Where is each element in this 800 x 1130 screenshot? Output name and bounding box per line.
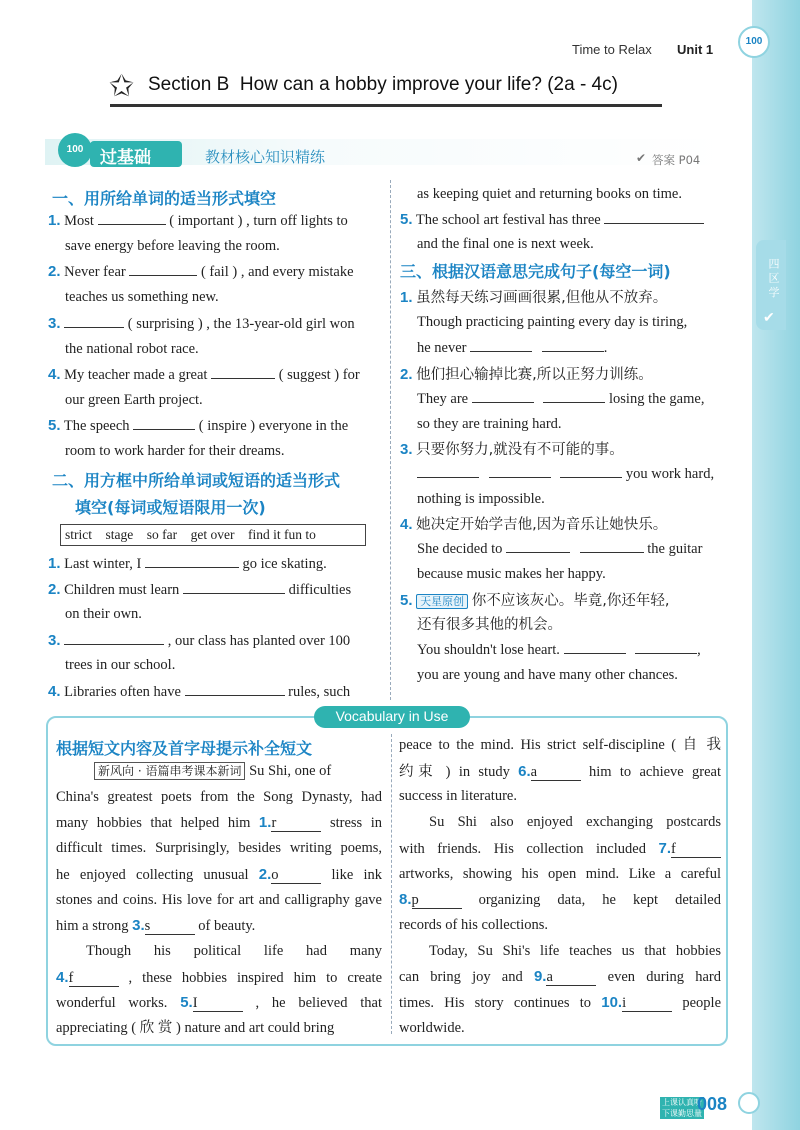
p3-text: They are [417,391,469,407]
p2-item-3 [48,628,350,655]
p3-item-2-cn [400,362,653,389]
p3-item-1-en2 [417,336,607,362]
p2-item-2-cont: on their own. [65,606,142,622]
vocab-blank-number: 4. [56,968,69,986]
vocab-text: him to achieve great [588,763,722,780]
p2-text: difficulties [288,582,352,598]
p1-blank[interactable] [211,365,275,379]
footer-slogan-l1: 上课认真听 [662,1098,702,1107]
vocab-blank-hint[interactable]: r [271,816,321,832]
p1-blank[interactable] [98,211,166,225]
section-title: Section B How can a hobby improve your life? (2a - 4c) [148,74,618,95]
vocab-text: 约束 ) in study [399,763,510,780]
p1-item-3-cont: the national robot race. [65,341,199,357]
vocab-blank-hint[interactable]: o [271,868,321,884]
p3-blank[interactable] [506,539,570,553]
p1-item-1 [48,208,384,235]
footer-mascot-icon [738,1092,760,1114]
p1-num: 4. [48,366,61,383]
p3-item-4-cn [400,512,667,539]
p3-item-3-en1 [417,462,714,488]
vocab-line [399,887,721,914]
vocab-line [429,939,721,965]
p3-item-4-en2: because music makes her happy. [417,566,606,582]
vocab-line [399,964,721,991]
vocab-text: he enjoyed collecting unusual [56,866,249,883]
p2-blank[interactable] [145,554,239,568]
p3-blank[interactable] [472,389,534,403]
p2-num: 1. [48,555,61,572]
vocab-text: wonderful works. [56,995,168,1012]
vocab-line [56,785,382,811]
part2-title-l1: 二、用方框中所给单词或短语的适当形式 [52,471,341,490]
vocab-text: success in literature. [399,788,517,805]
p1-item-4-cont: our green Earth project. [65,392,203,408]
p1-item-5-cont: room to work harder for their dreams. [65,443,285,459]
vocab-blank-hint[interactable]: s [145,919,195,935]
p2-text: Last winter, I [64,556,142,572]
p2-blank[interactable] [604,210,704,224]
vocab-blank-hint[interactable]: f [69,971,119,987]
p1-num: 2. [48,263,61,280]
column-divider [390,180,391,700]
p1-item-4 [48,362,360,389]
vocab-line [399,1016,721,1042]
vocab-line [56,1016,382,1042]
vocab-text: appreciating ( 欣 赏 ) nature and art could bring [56,1020,335,1036]
vocab-line [56,990,382,1017]
p1-text: ( suggest ) for [278,367,360,383]
vocab-blank-hint[interactable]: f [671,842,721,858]
vocab-line [399,733,721,759]
banner-badge-icon: 100 [58,133,92,167]
p3-item-5-cn2: 还有很多其他的机会。 [417,617,562,633]
vocab-text: like ink [331,866,383,883]
vocab-text: Su Shi also enjoyed exchanging postcards [429,814,721,831]
p3-text: She decided to [417,541,503,557]
p3-item-1-cn [400,285,667,312]
section-underline [110,104,662,107]
vocab-blank-hint[interactable]: i [622,996,672,1012]
p3-text: losing the game, [609,391,705,407]
p3-text: You shouldn't lose heart. [417,642,560,658]
p3-item-5-en1 [417,638,701,664]
p1-item-5 [48,413,348,440]
vocab-line [86,939,382,965]
vocab-text: artworks, showing his open mind. Like a careful [399,865,721,882]
p3-cn: 你不应该灰心。毕竟,你还年轻, [471,593,670,609]
sidebar-check-icon: ✔ [763,311,775,326]
p2-item-2 [48,577,351,604]
vocab-text: people [682,995,722,1011]
p1-text: ( inspire ) everyone in the [198,418,349,434]
p1-item-3 [48,311,355,338]
p3-text: , [697,642,701,658]
p2-item-3-cont: trees in our school. [65,657,176,673]
section-star-icon: ✩ [109,70,135,103]
vocab-line [56,862,382,889]
vocab-blank-number: 9. [533,968,547,986]
p2-blank[interactable] [183,580,285,594]
vocab-line [56,965,382,992]
banner-subtitle: 教材核心知识精练 [205,148,326,166]
p3-cn: 虽然每天练习画画很累,但他从不放弃。 [416,290,668,306]
p3-text: . [603,340,608,356]
vocab-text: records of his collections. [399,916,548,933]
p1-text: ( fail ) , and every mistake [200,264,354,280]
vocab-text: China's greatest poets from the Song Dynasty, had [56,788,382,805]
vocab-badge: 新风向 · 语篇串考课本新词 [94,762,245,780]
vocab-text: organizing data, he kept detailed [478,892,721,909]
vocab-text: stress in [329,815,382,832]
vocab-line [399,836,721,863]
footer-slogan-l2: 下课勤思量 [662,1109,702,1118]
p3-num: 1. [400,289,413,306]
p2-item-1 [48,551,327,578]
p1-text: Never fear [64,264,126,280]
vocab-line [399,759,721,786]
p3-num: 3. [400,441,413,458]
p3-text: he never [417,340,467,356]
vocab-blank-number: 1. [258,814,272,832]
banner-tag: 过基础 [100,148,151,168]
p3-item-5-en2: you are young and have many other chances. [417,667,678,683]
vocab-line [56,810,382,837]
p1-text: The speech [63,418,130,434]
vocab-blank-number: 8. [399,891,412,909]
answer-check-icon: ✔ [636,151,647,165]
header-topic: Time to Relax [572,42,652,57]
p2-num: 3. [48,632,61,649]
vocab-line [399,913,721,939]
sidebar-tab-label: 四 区 学 [767,258,779,298]
p3-item-3-en2: nothing is impossible. [417,491,545,507]
p3-blank[interactable] [580,539,644,553]
vocab-text: Su Shi, one of [249,763,332,779]
right-sidebar-strip [752,0,800,1130]
vocab-blank-hint[interactable]: I [193,996,243,1012]
vocab-line [56,913,382,940]
p3-item-4-en1 [417,537,702,563]
vocab-text: Though his political life had many [86,942,382,959]
p1-num: 3. [48,315,61,332]
header-unit: Unit 1 [677,42,714,57]
vocab-column-divider [391,734,392,1034]
p3-blank[interactable] [564,640,626,654]
vocab-text: him a strong [56,918,129,935]
p2-item-4 [48,679,350,706]
vocab-blank-number: 5. [180,994,193,1012]
vocab-text: times. His story continues to [399,995,591,1011]
p1-text: ( surprising ) , the 13-year-old girl won [127,316,355,332]
p3-blank[interactable] [417,464,479,478]
p1-blank[interactable] [129,262,197,276]
page-number: 008 [697,1094,728,1114]
vocab-line [399,990,721,1017]
p3-blank[interactable] [543,389,605,403]
p3-item-2-en2: so they are training hard. [417,416,562,432]
p2-text: go ice skating. [242,556,327,572]
vocab-blank-hint[interactable]: a [531,765,581,781]
vocab-text: stones and coins. His love for art and calligraphy gave [56,891,382,908]
p3-text: you work hard, [625,466,715,482]
vocab-blank-number: 10. [601,994,623,1011]
p2-num: 4. [48,683,61,700]
p2-num: 2. [48,581,61,598]
vocab-text: of beauty. [198,918,256,935]
vocab-blank-number: 3. [132,917,145,935]
vocab-banner: Vocabulary in Use [335,708,449,724]
p1-text: My teacher made a great [64,367,208,383]
p3-blank[interactable] [635,640,697,654]
p1-num: 1. [48,212,61,229]
p3-cn: 他们担心输掉比赛,所以正努力训练。 [416,367,653,383]
vocab-text: many hobbies that helped him [56,815,251,832]
p1-blank[interactable] [133,416,195,430]
p3-text: the guitar [647,541,703,557]
p2-blank[interactable] [64,631,164,645]
p1-blank[interactable] [64,314,124,328]
p3-blank[interactable] [470,338,532,352]
vocab-text: peace to the mind. His strict self-discipline ( 自 我 [399,737,721,753]
vocab-text: with friends. His collection included [399,840,646,857]
p3-cn: 她决定开始学吉他,因为音乐让她快乐。 [416,517,668,533]
p2-item-4-cont: as keeping quiet and returning books on time. [417,186,682,202]
vocab-line [429,810,721,836]
part1-title: 一、用所给单词的适当形式填空 [52,189,277,208]
p2-text: , our class has planted over 100 [167,633,351,649]
vocab-line [399,862,721,888]
p3-item-1-en1: Though practicing painting every day is tiring, [417,314,688,330]
answer-ref: 答案 P04 [652,153,701,167]
part2-title-l2: 填空(每词或短语限用一次) [75,498,266,517]
p2-text: The school art festival has three [415,212,601,228]
vocab-blank-hint[interactable]: a [546,970,596,986]
p2-text: Children must learn [64,582,180,598]
vocab-line [56,888,382,914]
p2-text: rules, such [288,684,351,700]
p3-blank[interactable] [542,338,604,352]
p2-text: Libraries often have [64,684,181,700]
p3-item-2-en1 [417,387,704,413]
p2-item-5 [400,207,704,234]
p3-blank[interactable] [560,464,622,478]
p3-num: 4. [400,516,413,533]
p1-text: Most [64,213,94,229]
p2-item-5-cont: and the final one is next week. [417,236,594,252]
vocab-blank-number: 7. [658,839,671,857]
vocab-text: , he believed that [255,995,383,1012]
p3-blank[interactable] [489,464,551,478]
p3-badge: 天星原创 [416,594,468,609]
vocab-line [56,836,382,862]
p3-num: 2. [400,366,413,383]
p1-item-1-cont: save energy before leaving the room. [65,238,280,254]
p3-item-5-cn [400,588,669,615]
vocab-text: , these hobbies inspired him to create [128,969,383,986]
vocab-text: even during hard [607,969,721,986]
corner-mascot-icon: 100 [738,26,770,58]
vocab-text: can bring joy and [399,969,523,986]
vocab-title: 根据短文内容及首字母提示补全短文 [56,739,313,758]
vocab-text: Today, Su Shi's life teaches us that hobbies [429,942,721,959]
p3-item-3-cn [400,437,624,464]
word-box: strict stage so far get over find it fun to [60,524,366,546]
vocab-blank-number: 2. [258,865,272,883]
vocab-line [399,784,721,810]
vocab-blank-number: 6. [518,762,531,780]
p1-text: ( important ) , turn off lights to [169,213,348,229]
p2-num: 5. [400,211,413,228]
p3-cn: 只要你努力,就没有不可能的事。 [416,442,624,458]
p1-item-2 [48,259,354,286]
vocab-left-line-1 [56,759,331,785]
part3-title: 三、根据汉语意思完成句子(每空一词) [400,262,671,281]
vocab-text: difficult times. Surprisingly, besides writing poems, [56,840,382,857]
p2-blank[interactable] [185,682,285,696]
p1-num: 5. [48,417,61,434]
p1-item-2-cont: teaches us something new. [65,289,219,305]
p3-num: 5. [400,592,413,609]
vocab-blank-hint[interactable]: p [412,893,462,909]
vocab-text: worldwide. [399,1019,465,1036]
